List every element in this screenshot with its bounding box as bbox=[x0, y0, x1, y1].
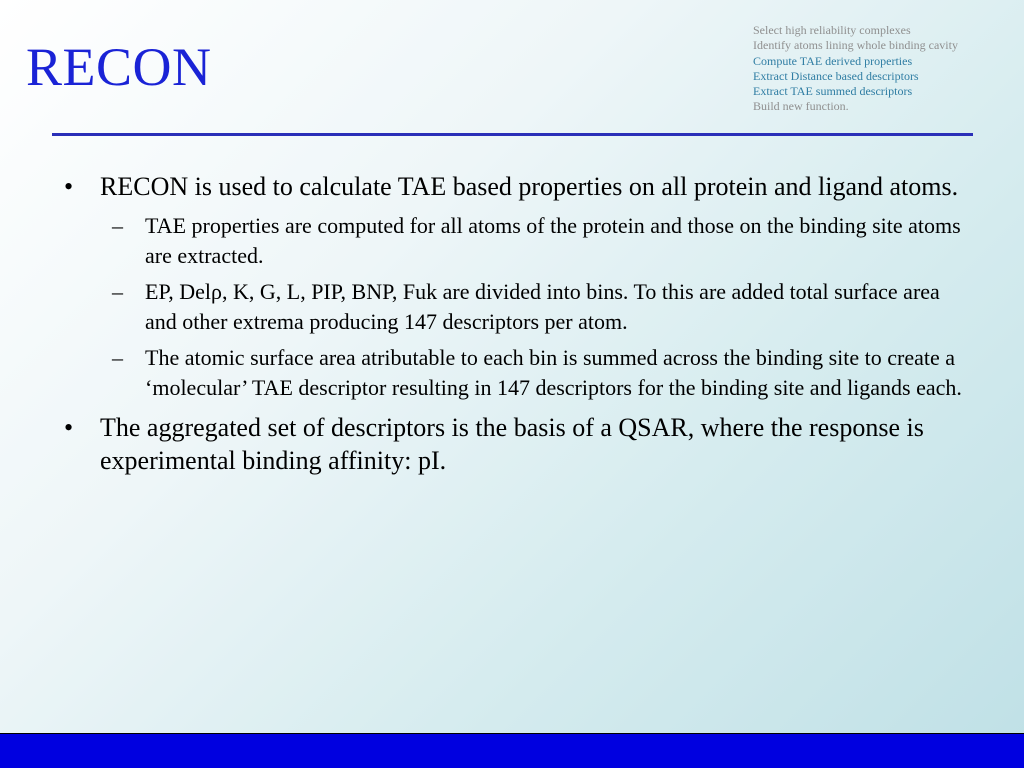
workflow-step: Compute TAE derived properties bbox=[753, 53, 913, 68]
sub-bullet-list bbox=[62, 211, 967, 403]
workflow-step: Extract TAE summed descriptors bbox=[753, 84, 913, 99]
dash-mark: – bbox=[112, 279, 123, 304]
workflow-step: Identify atoms lining whole binding cavity bbox=[753, 38, 958, 53]
slide-title: RECON bbox=[26, 37, 212, 97]
bullet-mark: • bbox=[64, 413, 74, 442]
sub-bullet-text: EP, Delρ, K, G, L, PIP, BNP, Fuk are divided into bins. To this are added total surface area and other extrema producing 147 descriptors per atom. bbox=[145, 279, 940, 334]
slide-body bbox=[62, 170, 967, 483]
sub-bullet-text: TAE properties are computed for all atoms of the protein and those on the binding site atoms are extracted. bbox=[145, 213, 961, 268]
sub-bullet-item bbox=[100, 343, 967, 403]
workflow-step: Select high reliability complexes bbox=[753, 23, 911, 37]
sub-bullet-item bbox=[100, 277, 967, 337]
bullet-mark: • bbox=[64, 172, 74, 201]
workflow-steps bbox=[753, 23, 958, 115]
dash-mark: – bbox=[112, 345, 123, 370]
workflow-step: Extract Distance based descriptors bbox=[753, 68, 919, 83]
sub-bullet-text: The atomic surface area atributable to each bin is summed across the binding site to create a ‘molecular’ TAE descriptor resulting in 147 descriptors for the binding site and ligands each. bbox=[145, 345, 962, 400]
workflow-step: Build new function. bbox=[753, 99, 849, 114]
bullet-item bbox=[62, 411, 967, 477]
title-divider bbox=[52, 133, 973, 136]
bullet-text: RECON is used to calculate TAE based properties on all protein and ligand atoms. bbox=[100, 172, 959, 201]
bullet-item bbox=[62, 170, 967, 203]
sub-bullet-item bbox=[100, 211, 967, 271]
bullet-text: The aggregated set of descriptors is the basis of a QSAR, where the response is experimental binding affinity: pI. bbox=[100, 413, 924, 475]
footer-bar bbox=[0, 733, 1024, 768]
dash-mark: – bbox=[112, 213, 123, 238]
